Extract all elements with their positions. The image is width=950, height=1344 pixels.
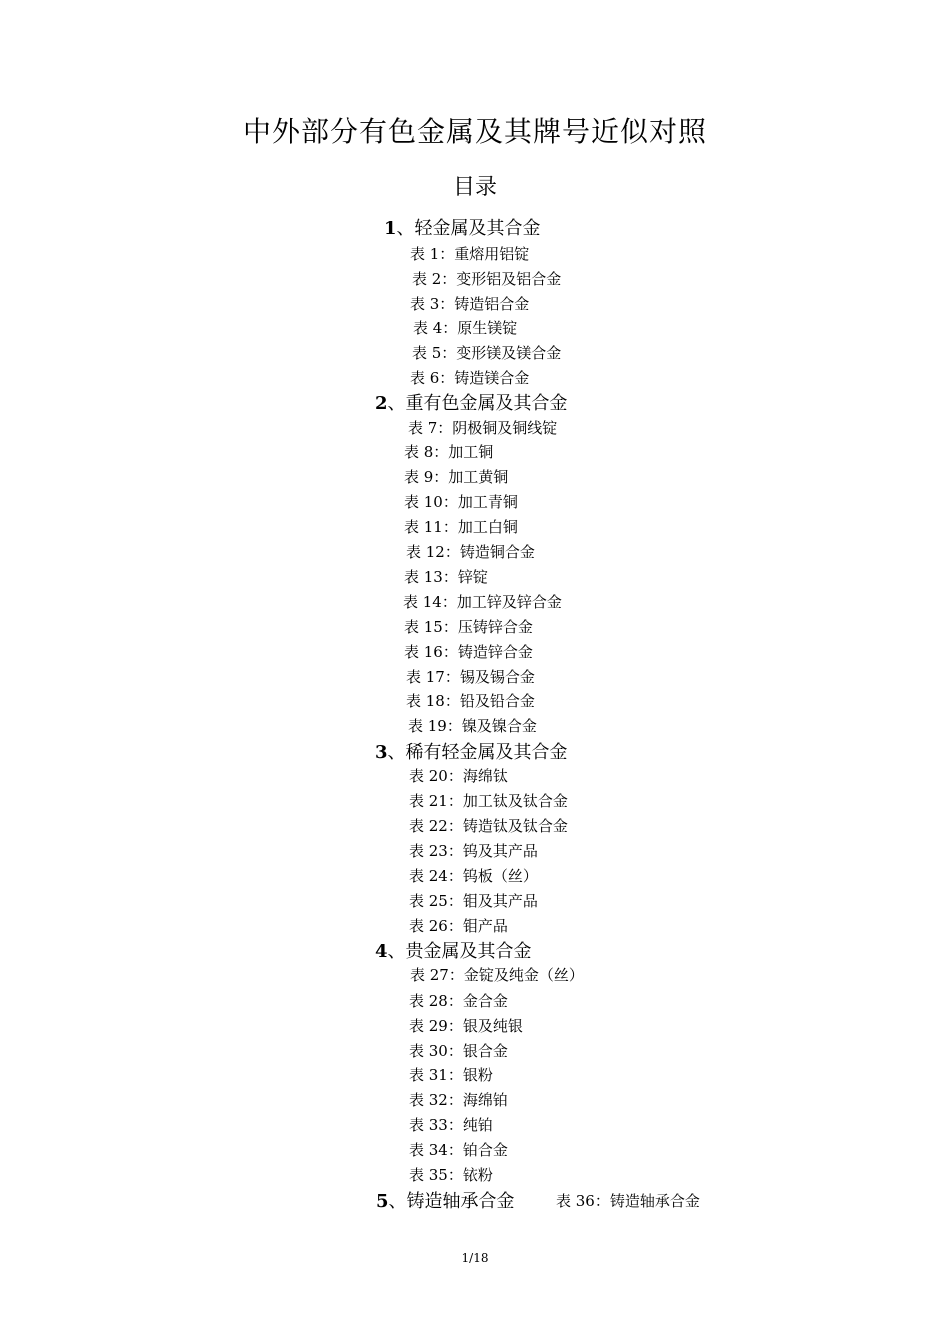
toc-item[interactable]: 表 8：加工铜: [404, 443, 494, 461]
toc-item[interactable]: 表 11：加工白铜: [404, 518, 518, 536]
toc-item[interactable]: 表 13：锌锭: [404, 568, 488, 586]
toc-item[interactable]: 表 28：金合金: [409, 992, 508, 1010]
toc-section-2[interactable]: [375, 389, 568, 415]
toc-section-3[interactable]: [375, 738, 568, 764]
toc-item[interactable]: 表 5：变形镁及镁合金: [412, 344, 562, 362]
toc-item[interactable]: 表 31：银粉: [409, 1066, 493, 1084]
section-label: 、轻金属及其合金: [396, 218, 541, 239]
toc-item[interactable]: 表 30：银合金: [409, 1042, 508, 1060]
toc-item[interactable]: 表 33：纯铂: [409, 1116, 493, 1134]
toc-item[interactable]: 表 9：加工黄铜: [404, 468, 509, 486]
toc-item[interactable]: 表 6：铸造镁合金: [410, 369, 530, 387]
toc-item[interactable]: 表 3：铸造铝合金: [410, 295, 530, 313]
document-title: 中外部分有色金属及其牌号近似对照: [242, 115, 707, 148]
toc-item[interactable]: 表 32：海绵铂: [409, 1091, 508, 1109]
toc-item[interactable]: 表 25：钼及其产品: [409, 892, 538, 910]
toc-item[interactable]: 表 26：钼产品: [409, 917, 508, 935]
toc-section-4[interactable]: [375, 937, 532, 963]
toc-item[interactable]: 表 15：压铸锌合金: [404, 618, 533, 636]
page-number: 1/18: [461, 1251, 489, 1265]
toc-item[interactable]: 表 2：变形铝及铝合金: [412, 270, 562, 288]
section-label: 、贵金属及其合金: [387, 941, 532, 962]
toc-item[interactable]: 表 16：铸造锌合金: [404, 643, 533, 661]
toc-item[interactable]: 表 29：银及纯银: [409, 1017, 523, 1035]
toc-item[interactable]: 表 24：钨板（丝）: [409, 867, 538, 885]
section-number: 3: [375, 742, 388, 763]
toc-item[interactable]: 表 12：铸造铜合金: [406, 543, 535, 561]
toc-item[interactable]: 表 36：铸造轴承合金: [556, 1192, 700, 1210]
toc-item[interactable]: 表 1：重熔用铝锭: [410, 245, 530, 263]
toc-item[interactable]: 表 4：原生镁锭: [413, 319, 518, 337]
section-number: 1: [384, 218, 397, 239]
toc-item[interactable]: 表 23：钨及其产品: [409, 842, 538, 860]
toc-item[interactable]: 表 27：金锭及纯金（丝）: [410, 966, 584, 984]
toc-item[interactable]: 表 14：加工锌及锌合金: [403, 593, 562, 611]
toc-heading: 目录: [452, 175, 497, 200]
section-label: 、铸造轴承合金: [388, 1191, 515, 1212]
toc-item[interactable]: 表 22：铸造钛及钛合金: [409, 817, 568, 835]
toc-item[interactable]: 表 18：铅及铅合金: [406, 692, 535, 710]
section-number: 2: [375, 393, 388, 414]
section-number: 4: [375, 941, 388, 962]
toc-item[interactable]: 表 35：铱粉: [409, 1166, 493, 1184]
toc-item[interactable]: 表 34：铂合金: [409, 1141, 508, 1159]
toc-item[interactable]: 表 19：镍及镍合金: [408, 717, 537, 735]
section-number: 5: [376, 1191, 389, 1212]
toc-item[interactable]: 表 20：海绵钛: [409, 767, 508, 785]
section-label: 、稀有轻金属及其合金: [387, 742, 568, 763]
toc-item[interactable]: 表 21：加工钛及钛合金: [409, 792, 568, 810]
toc-item[interactable]: 表 7：阴极铜及铜线锭: [408, 419, 558, 437]
toc-item[interactable]: 表 10：加工青铜: [404, 493, 518, 511]
toc-section-5[interactable]: [376, 1187, 515, 1213]
toc-item[interactable]: 表 17：锡及锡合金: [406, 668, 535, 686]
section-label: 、重有色金属及其合金: [387, 393, 568, 414]
toc-section-1[interactable]: [384, 214, 541, 240]
